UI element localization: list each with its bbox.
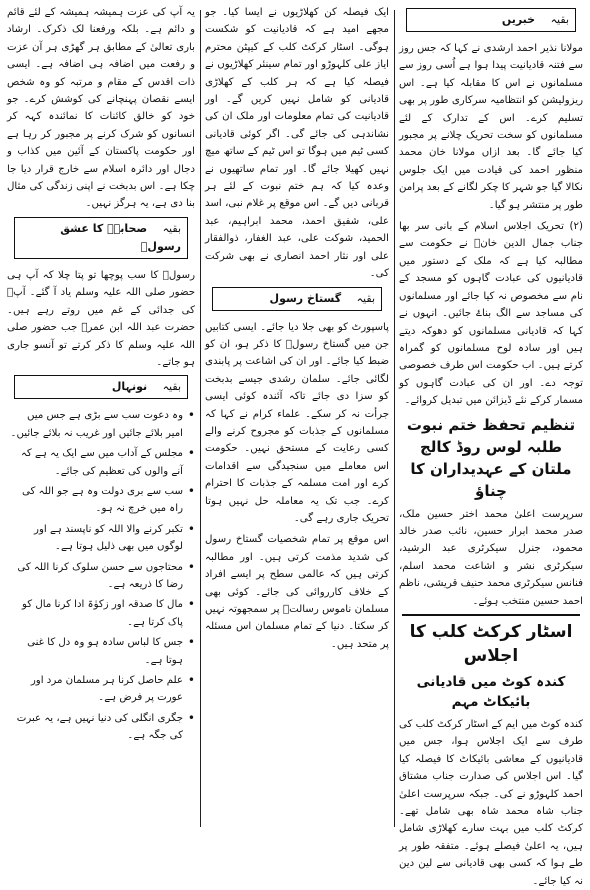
article-paragraph: مولانا نذیر احمد ارشدی نے کہا کہ جس روز سے فتنہ قادیانیت پیدا ہوا ہے اُسی روز سے مسلمانوں نے اس کا مقابلہ کیا ہے۔ اس ریزولیشن کو انتظامیہ سرکاری طور پر بھی تسلیم کرے۔ اس کے تدارک کے لئے مسلمانوں کو سخت تحریک چلانے پر مجبور کیا جائے گا۔ بعد ازاں مولانا خان محمد منظور احمد کی قیادت میں ایک جلوس نکالا گیا جو شہر کا چکر لگانے کے بعد پرامن طور پر منتشر ہو گیا۔ <box>399 43 583 211</box>
saying-item: • علم حاصل کرنا ہر مسلمان مرد اور عورت پر فرض ہے۔ <box>7 672 195 707</box>
box-title: صحابہؓ کا عشق رسولؐ <box>60 221 181 253</box>
article-paragraph: رسولؐ کا سب پوچھا تو پتا چلا کہ آپ ہی حضور صلی اللہ علیہ وسلم یاد آ گئے۔ آپؐ کی جدائی کے غم میں روتے رہے ہیں۔ حضرت عبد اللہ ابن عمرؓ جب حضور صلی اللہ علیہ وسلم کا ذکر کرتے تو آنسو جاری ہو جاتے۔ <box>7 269 195 368</box>
saying-item: • تکبر کرنے والا اللہ کو ناپسند ہے اور لوگوں میں بھی ذلیل ہوتا ہے۔ <box>7 521 195 556</box>
article-paragraph: اس موقع پر تمام شخصیات گستاخ رسول کی شدید مذمت کرتی ہیں۔ اور مطالبہ کرتی ہیں کہ عالمی سطح پر ایسے افراد کے خلاف کارروائی کی جائے۔ کوئی بھی مسلمان ناموس رسالتؐ پر سمجھوتہ نہیں کر سکتا۔ دنیا کے تمام مسلمان اس مسئلہ پر متحد ہیں۔ <box>205 534 389 650</box>
box-title: خبریں <box>501 13 536 26</box>
article-paragraph: کندہ کوٹ میں ایم کے اسٹار کرکٹ کلب کی طرف سے ایک اجلاس ہوا، جس میں قادیانیوں کے معاشی بائیکاٹ کا فیصلہ کیا گیا۔ اس اجلاس کی صدارت جناب مشتاق احمد کلہوڑو نے کی۔ جبکہ سرپرست اعلیٰ جناب شاہ محمد شاہ بھی شامل تھے۔ کرکٹ کلب میں بہت سارے کھلاڑی شامل ہیں، یہ اعلیٰ فیصلے ہوئے۔ متفقہ طور پر طے ہوا کہ کسی بھی قادیانی سے لین دین نہ کیا جائے۔ <box>399 718 583 887</box>
saying-item: • مال کا صدقہ اور زکوٰۃ ادا کرنا مال کو پاک کرتا ہے۔ <box>7 596 195 631</box>
article-paragraph: (۲) تحریک اجلاس اسلام کے بانی سر بھا جناب جمال الدین خانؒ نے حکومت سے مطالبہ کیا ہے کہ ملک کے دستور میں قادیانیوں کی عبادت گاہوں کو مسجد کے نام سے مخصوص نہ کیا جائے اور مسلمانوں کی مساجد سے الگ بناۓ جائیں۔ انہوں نے کہا کہ قادیانی مسلمانوں کو دھوکہ دیتے ہیں اور سادہ لوح مسلمانوں کو گمراہ کرتے ہیں۔ اب حکومت اس طرف خصوصی توجہ دے۔ اور ان کی عبادت گاہوں کو مسمار کرکے نئے ڈیزائن میں تبدیل کروائے۔ <box>399 221 583 407</box>
box-prefix: بقیہ <box>356 291 375 305</box>
box-title: نونہال <box>111 380 148 394</box>
saying-item: • وہ دعوت سب سے بڑی ہے جس میں امیر بلائے جائیں اور غریب نہ بلائے جائیں۔ <box>7 407 195 442</box>
section-box-gustakh <box>212 287 382 311</box>
saying-item: • جس کا لباس سادہ ہو وہ دل کا غنی ہوتا ہے۔ <box>7 634 195 669</box>
section-box-news <box>406 8 576 32</box>
saying-item: • جگری انگلی کی دنیا نہیں ہے، یہ عبرت کی جگہ ہے۔ <box>7 710 195 745</box>
divider-rule <box>402 614 580 616</box>
column-divider <box>200 10 201 827</box>
right-column <box>396 4 586 887</box>
section-box-sahaba <box>14 217 188 259</box>
headline-boycott: کندہ کوٹ میں قادیانی بائیکاٹ مہم <box>416 673 566 710</box>
box-prefix: بقیہ <box>550 13 569 26</box>
newspaper-page <box>4 4 586 887</box>
saying-item: • سب سے بری دولت وہ ہے جو اللہ کی راہ میں خرچ نہ ہو۔ <box>7 483 195 518</box>
sayings-list <box>7 407 195 744</box>
box-prefix: بقیہ <box>162 380 181 394</box>
saying-item: • مجلس کے آداب میں سے ایک یہ ہے کہ آنے والوں کی تعظیم کی جائے۔ <box>7 445 195 480</box>
article-paragraph: ایک فیصلہ کن کھلاڑیوں نے ایسا کیا۔ جو مجھے امید ہے کہ قادیانیت کو شکست ہوگی۔ اسٹار کرکٹ کلب کے کیپٹن محترم ایاز علی کلہوڑو اور تمام سینئر کھلاڑیوں نے فیصلہ کیا ہے کہ ہر کلب کے کھلاڑی قادیانی کو شامل نہیں کریں گے۔ اور قادیانیت کی تمام معلومات اور ملک ان کی نشاندہی کی جائے گی۔ اگر کوئی قادیانی کسی ٹیم میں ہوگا تو اس ٹیم کے ساتھ میچ نہیں کھیلا جائے گا۔ اور تمام ساتھیوں نے وعدہ کیا کہ ہم ختم نبوت کے لئے ہر قربانی دیں گے۔ اس موقع پر غلام نبی، اسد علی، شفیق احمد، محمد ابراہیم، عبد الحمید، شوکت علی، عبد الغفار، ذوالفقار علی اور نثار احمد انصاری نے بھی شرکت کی۔ <box>205 7 389 280</box>
box-title: گستاخ رسول <box>269 291 342 305</box>
article-paragraph: سرپرست اعلیٰ محمد اختر حسین ملک، صدر محمد ابرار حسین، نائب صدر خالد محمود، جنرل سیکرٹری عبد الرشید، سیکرٹری نشر و اشاعت محمد اسلم، فنانس سیکرٹری محمد حنیف قریشی، ناظم احمد حسین منتخب ہوئے۔ <box>399 508 583 607</box>
headline-cricket-club: اسٹار کرکٹ کلب کا اجلاس <box>409 621 573 666</box>
box-prefix: بقیہ <box>162 221 181 235</box>
column-divider <box>394 10 395 827</box>
middle-column <box>202 4 392 833</box>
article-paragraph: یہ آپ کی عزت ہمیشہ ہمیشہ کے لئے قائم و دائم ہے۔ بلکہ ورفعنا لک ذکرک۔ ارشاد باری تعالیٰ کے مطابق ہر گھڑی ہر آن عزت و رفعت میں اضافہ ہی اضافہ ہے۔ ایسی ذات اقدس کے مقام و مرتبہ کو وہ شخص ایسے نقصان پہنچانے کی کوشش کرے۔ جو خود کو خالق کائنات کا نمائندہ کہہ کر انسانوں کو شرک کرنے پر مجبور کر رہا ہے اور حکومت پاکستان کے آئین میں کذاب و دجال اور دائرہ اسلام سے خارج قرار دیا جا چکا ہے۔ اس بدبخت نے اپنی زندگی کی مثال بنا دی ہے، یہ ہرگز نہیں۔ <box>7 7 195 210</box>
section-box-naunihal <box>14 375 188 399</box>
left-column <box>4 4 198 833</box>
article-paragraph: پاسپورٹ کو بھی جلا دیا جائے۔ ایسی کتابیں جن میں گستاخ رسولؐ کا ذکر ہو، ان کو ضبط کیا جائے۔ اور ان کی اشاعت پر پابندی لگائی جائے۔ سلمان رشدی جیسے بدبخت کو سزا دی جائے تاکہ آئندہ کوئی ایسی جرأت نہ کر سکے۔ علماء کرام نے کہا کہ مسلمانوں کے جذبات کو مجروح کرنے والے کسی رعایت کے مستحق نہیں۔ حکومت اس معاملے میں سنجیدگی سے اقدامات کرے اور امت مسلمہ کے جذبات کا احترام کرے۔ جب تک یہ معاملہ حل نہیں ہوتا تحریک جاری رہے گی۔ <box>205 321 389 524</box>
headline-election: تنظیم تحفظ ختم نبوت طلبہ لوس روڈ کالج ملتان کے عہدیداران کا چناؤ <box>406 415 576 500</box>
saying-item: • محتاجوں سے حسن سلوک کرنا اللہ کی رضا کا ذریعہ ہے۔ <box>7 559 195 594</box>
